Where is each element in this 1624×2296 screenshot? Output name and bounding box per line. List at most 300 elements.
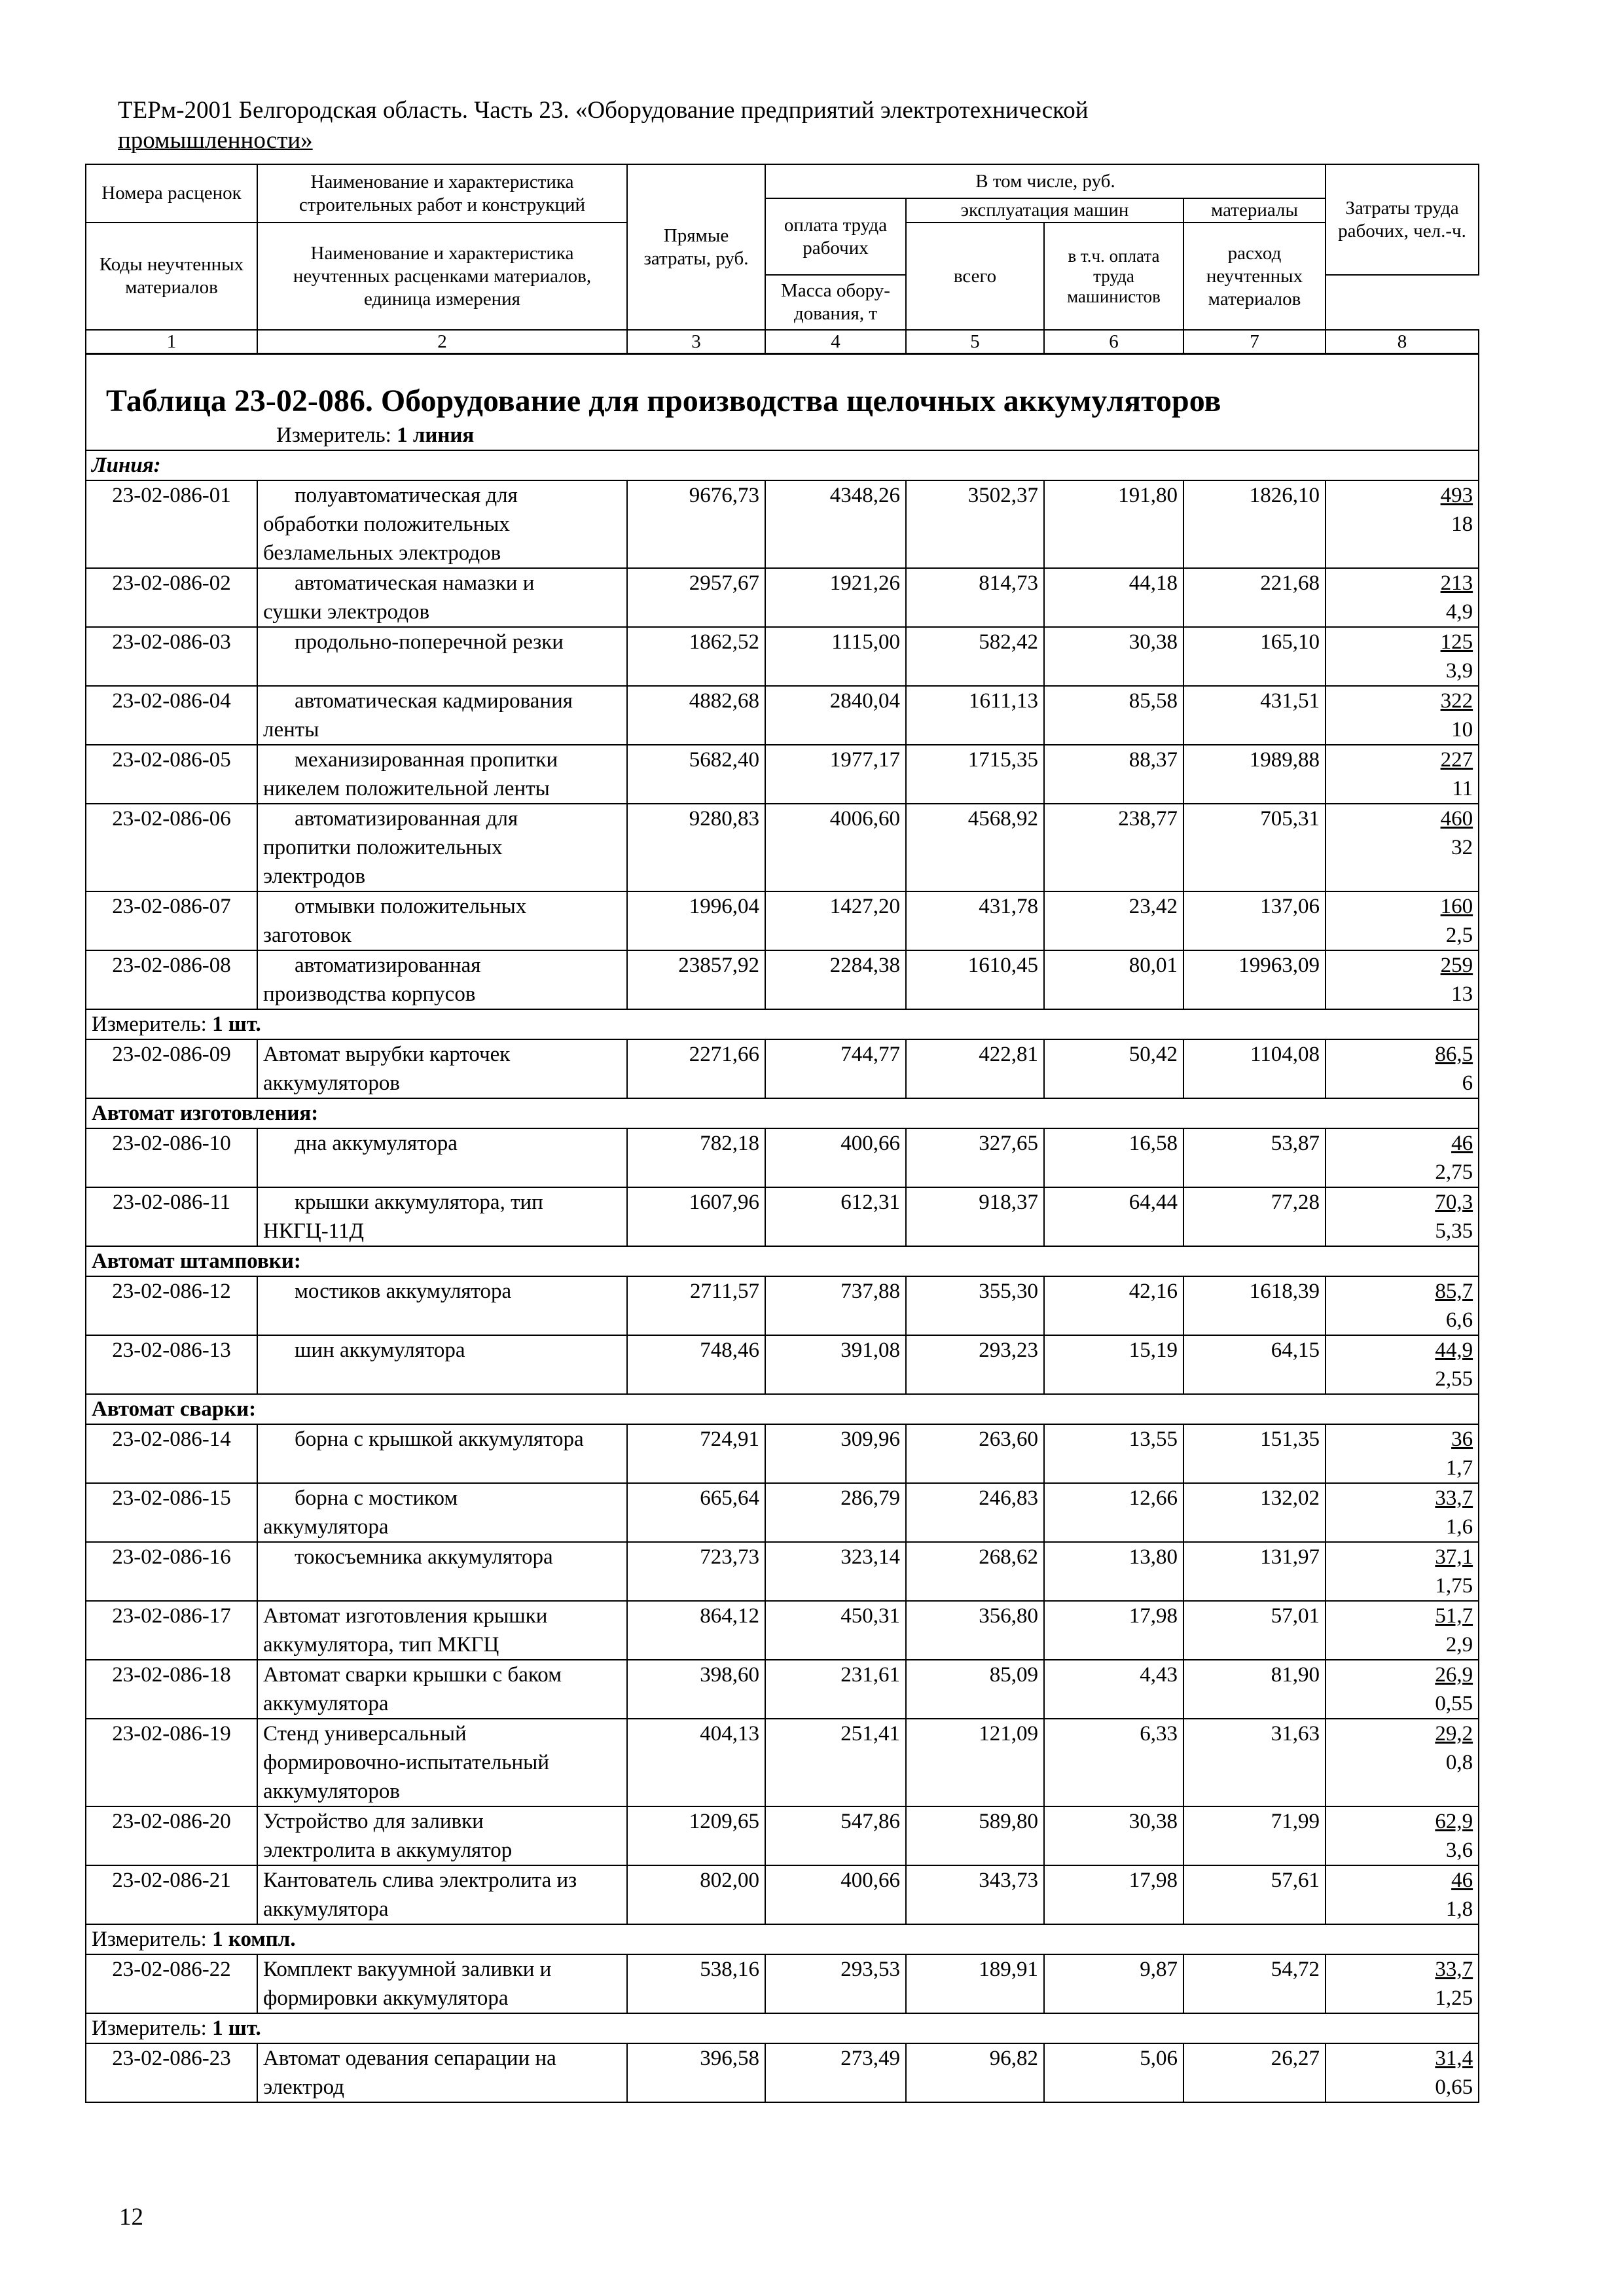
table-row (86, 1601, 1479, 1660)
work-name-line: формировки аккумулятора (263, 1986, 509, 2010)
value-direct: 2271,66 (627, 1039, 765, 1098)
value-materials: 26,27 (1183, 2043, 1326, 2102)
work-name (257, 1865, 627, 1924)
work-name-line: Стенд универсальный (263, 1722, 467, 1746)
value-materials: 132,02 (1183, 1483, 1326, 1542)
section-label-text: Автомат изготовления: (92, 1102, 319, 1125)
labor-and-mass (1326, 1128, 1479, 1187)
work-name (257, 745, 627, 804)
equipment-mass: 1,75 (1435, 1574, 1473, 1598)
rate-code: 23-02-086-19 (86, 1719, 257, 1806)
measure-label (86, 2013, 1479, 2043)
table-row (86, 891, 1479, 950)
value-direct: 748,46 (627, 1335, 765, 1394)
value-materials: 71,99 (1183, 1806, 1326, 1865)
value-machines: 268,62 (906, 1542, 1044, 1601)
labor-hours: 46 (1451, 1132, 1473, 1155)
value-materials: 1989,88 (1183, 745, 1326, 804)
work-name (257, 1424, 627, 1483)
labor-hours: 460 (1440, 807, 1473, 831)
work-name-line: борна с крышкой аккумулятора (295, 1427, 584, 1451)
rate-code: 23-02-086-17 (86, 1601, 257, 1660)
labor-and-mass (1326, 568, 1479, 627)
measure-prefix: Измеритель: (92, 2017, 213, 2040)
value-machines: 355,30 (906, 1276, 1044, 1335)
value-machines: 3502,37 (906, 480, 1044, 568)
work-name-line: аккумулятора (263, 1897, 389, 1921)
work-name-line: НКГЦ-11Д (263, 1219, 365, 1243)
value-machines: 343,73 (906, 1865, 1044, 1924)
rate-code: 23-02-086-18 (86, 1660, 257, 1719)
value-direct: 864,12 (627, 1601, 765, 1660)
rate-code: 23-02-086-10 (86, 1128, 257, 1187)
value-direct: 398,60 (627, 1660, 765, 1719)
value-direct: 396,58 (627, 2043, 765, 2102)
value-direct: 802,00 (627, 1865, 765, 1924)
work-name-line: мостиков аккумулятора (295, 1280, 512, 1303)
value-materials: 1104,08 (1183, 1039, 1326, 1098)
table-row (86, 2043, 1479, 2102)
value-direct: 724,91 (627, 1424, 765, 1483)
work-name-line: производства корпусов (263, 982, 476, 1006)
work-name (257, 1660, 627, 1719)
col-equipment-mass-header: Масса обору-дования, т (765, 275, 906, 330)
value-drivers: 17,98 (1044, 1865, 1183, 1924)
value-drivers: 6,33 (1044, 1719, 1183, 1806)
work-name-line: автоматическая кадмирования (295, 689, 573, 713)
value-labor: 286,79 (765, 1483, 906, 1542)
value-materials: 54,72 (1183, 1954, 1326, 2013)
work-name-line: механизированная пропитки (295, 748, 558, 772)
work-name (257, 1954, 627, 2013)
value-materials: 165,10 (1183, 627, 1326, 686)
labor-hours: 44,9 (1435, 1338, 1473, 1362)
measure-value: 1 линия (397, 423, 475, 447)
rate-code: 23-02-086-15 (86, 1483, 257, 1542)
equipment-mass: 1,7 (1445, 1456, 1473, 1480)
value-direct: 1209,65 (627, 1806, 765, 1865)
rate-code: 23-02-086-16 (86, 1542, 257, 1601)
value-labor: 1921,26 (765, 568, 906, 627)
labor-hours: 493 (1440, 484, 1473, 507)
labor-and-mass (1326, 1660, 1479, 1719)
col-direct-costs-header: Прямые затраты, руб. (627, 164, 765, 330)
measure-row (86, 1924, 1479, 1954)
value-labor: 737,88 (765, 1276, 906, 1335)
value-labor: 1115,00 (765, 627, 906, 686)
value-labor: 1977,17 (765, 745, 906, 804)
work-name (257, 1039, 627, 1098)
value-materials: 431,51 (1183, 686, 1326, 745)
value-machines: 4568,92 (906, 804, 1044, 891)
table-row (86, 1128, 1479, 1187)
value-materials: 1826,10 (1183, 480, 1326, 568)
value-direct: 665,64 (627, 1483, 765, 1542)
value-direct: 23857,92 (627, 950, 765, 1009)
labor-hours: 86,5 (1435, 1043, 1473, 1066)
work-name (257, 1128, 627, 1187)
table-row (86, 1187, 1479, 1246)
labor-hours: 26,9 (1435, 1663, 1473, 1687)
value-drivers: 16,58 (1044, 1128, 1183, 1187)
labor-and-mass (1326, 627, 1479, 686)
work-name-line: формировочно-испытательный (263, 1751, 550, 1774)
table-title: Таблица 23-02-086. Оборудование для производства щелочных аккумуляторов (106, 384, 1221, 418)
section-label (86, 450, 1479, 480)
table-row (86, 1865, 1479, 1924)
section-label (86, 1246, 1479, 1276)
work-name (257, 1335, 627, 1394)
measure-value: 1 компл. (212, 1928, 296, 1951)
materials-header: материалы (1183, 198, 1326, 223)
header-line-2: промышленности» (118, 127, 313, 154)
value-machines: 431,78 (906, 891, 1044, 950)
equipment-mass: 2,9 (1445, 1633, 1473, 1657)
value-direct: 2711,57 (627, 1276, 765, 1335)
measure-label (86, 1009, 1479, 1039)
column-number-4: 4 (765, 330, 906, 354)
work-name (257, 686, 627, 745)
col-rate-number-header: Номера расценок (86, 164, 257, 223)
value-drivers: 64,44 (1044, 1187, 1183, 1246)
value-direct: 1862,52 (627, 627, 765, 686)
table-row (86, 686, 1479, 745)
labor-and-mass (1326, 2043, 1479, 2102)
value-drivers: 15,19 (1044, 1335, 1183, 1394)
rate-code: 23-02-086-22 (86, 1954, 257, 2013)
value-labor: 1427,20 (765, 891, 906, 950)
column-number-6: 6 (1044, 330, 1183, 354)
rate-code: 23-02-086-01 (86, 480, 257, 568)
rate-code: 23-02-086-05 (86, 745, 257, 804)
value-labor: 273,49 (765, 2043, 906, 2102)
work-name (257, 891, 627, 950)
table-measure (92, 421, 1473, 450)
value-materials: 53,87 (1183, 1128, 1326, 1187)
value-drivers: 85,58 (1044, 686, 1183, 745)
work-name-line: электродов (263, 865, 366, 888)
equipment-mass: 3,6 (1445, 1839, 1473, 1862)
table-row (86, 1483, 1479, 1542)
machines-header: эксплуатация машин (906, 198, 1183, 223)
work-name-line: сушки электродов (263, 600, 430, 624)
rate-code: 23-02-086-20 (86, 1806, 257, 1865)
rate-code: 23-02-086-14 (86, 1424, 257, 1483)
section-row (86, 1098, 1479, 1128)
value-direct: 1996,04 (627, 891, 765, 950)
work-name-line: Устройство для заливки (263, 1810, 484, 1833)
value-direct: 1607,96 (627, 1187, 765, 1246)
column-number-2: 2 (257, 330, 627, 354)
col-material-codes-header: Коды неучтенных материалов (86, 223, 257, 330)
equipment-mass: 1,6 (1445, 1515, 1473, 1539)
value-machines: 356,80 (906, 1601, 1044, 1660)
equipment-mass: 2,75 (1435, 1160, 1473, 1184)
value-labor: 391,08 (765, 1335, 906, 1394)
labor-and-mass (1326, 950, 1479, 1009)
work-name (257, 950, 627, 1009)
column-number-8: 8 (1326, 330, 1479, 354)
rates-table (85, 353, 1479, 2103)
work-name-line: Кантователь слива электролита из (263, 1869, 577, 1892)
work-name-line: токосъемника аккумулятора (295, 1545, 553, 1569)
value-materials: 705,31 (1183, 804, 1326, 891)
labor-hours: 70,3 (1435, 1191, 1473, 1214)
rate-code: 23-02-086-04 (86, 686, 257, 745)
labor-and-mass (1326, 1483, 1479, 1542)
column-number-5: 5 (906, 330, 1044, 354)
equipment-mass: 6,6 (1445, 1308, 1473, 1332)
work-name-line: Автомат сварки крышки с баком (263, 1663, 562, 1687)
header-line-1: ТЕРм-2001 Белгородская область. Часть 23. «Оборудование предприятий электротехнической (118, 97, 1089, 124)
measure-value: 1 шт. (212, 1013, 261, 1036)
section-row (86, 1246, 1479, 1276)
value-labor: 293,53 (765, 1954, 906, 2013)
measure-prefix: Измеритель: (92, 1928, 213, 1951)
value-materials: 151,35 (1183, 1424, 1326, 1483)
col-driver-wages-header: в т.ч. оплата труда машинистов (1044, 223, 1183, 330)
table-row (86, 950, 1479, 1009)
col-work-name-header: Наименование и характеристика строительных работ и конструкций (257, 164, 627, 223)
value-drivers: 13,55 (1044, 1424, 1183, 1483)
measure-prefix: Измеритель: (276, 423, 397, 447)
value-machines: 1611,13 (906, 686, 1044, 745)
section-label (86, 1394, 1479, 1424)
work-name (257, 1276, 627, 1335)
value-machines: 293,23 (906, 1335, 1044, 1394)
rate-code: 23-02-086-03 (86, 627, 257, 686)
work-name-line: заготовок (263, 924, 352, 947)
labor-hours: 31,4 (1435, 2047, 1473, 2070)
work-name (257, 1542, 627, 1601)
work-name (257, 568, 627, 627)
table-row (86, 1335, 1479, 1394)
section-row (86, 450, 1479, 480)
labor-hours: 51,7 (1435, 1604, 1473, 1628)
work-name-line: пропитки положительных (263, 836, 503, 859)
value-labor: 231,61 (765, 1660, 906, 1719)
value-machines: 814,73 (906, 568, 1044, 627)
equipment-mass: 2,55 (1435, 1367, 1473, 1391)
work-name-line: аккумуляторов (263, 1780, 400, 1803)
value-direct: 723,73 (627, 1542, 765, 1601)
labor-and-mass (1326, 745, 1479, 804)
value-labor: 547,86 (765, 1806, 906, 1865)
table-row (86, 1954, 1479, 2013)
work-name-line: дна аккумулятора (295, 1132, 458, 1155)
value-labor: 251,41 (765, 1719, 906, 1806)
work-name-line: аккумулятора (263, 1515, 389, 1539)
work-name-line: борна с мостиком (295, 1486, 458, 1510)
section-label-text: Автомат сварки: (92, 1397, 257, 1421)
value-drivers: 50,42 (1044, 1039, 1183, 1098)
labor-and-mass (1326, 1806, 1479, 1865)
work-name-line: аккумуляторов (263, 1071, 400, 1095)
col-machines-total-header: всего (906, 223, 1044, 330)
rate-code: 23-02-086-08 (86, 950, 257, 1009)
value-drivers: 9,87 (1044, 1954, 1183, 2013)
labor-hours: 62,9 (1435, 1810, 1473, 1833)
value-labor: 309,96 (765, 1424, 906, 1483)
value-materials: 64,15 (1183, 1335, 1326, 1394)
col-labor-wages-header: оплата труда рабочих (765, 198, 906, 275)
work-name-line: Комплект вакуумной заливки и (263, 1958, 552, 1981)
section-row (86, 1394, 1479, 1424)
work-name-line: автоматизированная для (295, 807, 518, 831)
value-labor: 612,31 (765, 1187, 906, 1246)
work-name-line: Автомат одевания сепарации на (263, 2047, 556, 2070)
value-machines: 96,82 (906, 2043, 1044, 2102)
work-name-line: электрод (263, 2075, 344, 2099)
labor-hours: 160 (1440, 895, 1473, 918)
value-labor: 4348,26 (765, 480, 906, 568)
value-drivers: 5,06 (1044, 2043, 1183, 2102)
work-name-line: аккумулятора (263, 1692, 389, 1715)
value-drivers: 13,80 (1044, 1542, 1183, 1601)
value-materials: 131,97 (1183, 1542, 1326, 1601)
labor-hours: 29,2 (1435, 1722, 1473, 1746)
value-labor: 323,14 (765, 1542, 906, 1601)
value-materials: 1618,39 (1183, 1276, 1326, 1335)
equipment-mass: 0,55 (1435, 1692, 1473, 1715)
rate-code: 23-02-086-06 (86, 804, 257, 891)
value-machines: 121,09 (906, 1719, 1044, 1806)
labor-and-mass (1326, 1719, 1479, 1806)
equipment-mass: 3,9 (1445, 659, 1473, 683)
table-row (86, 627, 1479, 686)
value-machines: 189,91 (906, 1954, 1044, 2013)
value-materials: 81,90 (1183, 1660, 1326, 1719)
value-materials: 19963,09 (1183, 950, 1326, 1009)
value-materials: 31,63 (1183, 1719, 1326, 1806)
labor-hours: 227 (1440, 748, 1473, 772)
measure-row (86, 2013, 1479, 2043)
labor-hours: 33,7 (1435, 1958, 1473, 1981)
value-machines: 85,09 (906, 1660, 1044, 1719)
value-machines: 1715,35 (906, 745, 1044, 804)
rate-code: 23-02-086-07 (86, 891, 257, 950)
labor-hours: 85,7 (1435, 1280, 1473, 1303)
value-drivers: 88,37 (1044, 745, 1183, 804)
value-direct: 538,16 (627, 1954, 765, 2013)
measure-value: 1 шт. (212, 2017, 261, 2040)
rate-code: 23-02-086-02 (86, 568, 257, 627)
equipment-mass: 0,8 (1445, 1751, 1473, 1774)
value-materials: 77,28 (1183, 1187, 1326, 1246)
value-labor: 2284,38 (765, 950, 906, 1009)
labor-and-mass (1326, 686, 1479, 745)
section-label-text: Автомат штамповки: (92, 1249, 301, 1273)
measure-row (86, 1009, 1479, 1039)
rate-code: 23-02-086-11 (86, 1187, 257, 1246)
labor-and-mass (1326, 804, 1479, 891)
value-machines: 582,42 (906, 627, 1044, 686)
value-direct: 782,18 (627, 1128, 765, 1187)
value-materials: 57,61 (1183, 1865, 1326, 1924)
work-name-line: аккумулятора, тип МКГЦ (263, 1633, 499, 1657)
value-machines: 1610,45 (906, 950, 1044, 1009)
table-row (86, 1806, 1479, 1865)
value-drivers: 12,66 (1044, 1483, 1183, 1542)
work-name (257, 1719, 627, 1806)
equipment-mass: 0,65 (1435, 2075, 1473, 2099)
section-label (86, 1098, 1479, 1128)
rate-code: 23-02-086-23 (86, 2043, 257, 2102)
work-name-line: Автомат вырубки карточек (263, 1043, 511, 1066)
section-label-text: Линия: (92, 454, 161, 477)
labor-hours: 125 (1440, 630, 1473, 654)
value-labor: 400,66 (765, 1128, 906, 1187)
labor-and-mass (1326, 1039, 1479, 1098)
value-labor: 744,77 (765, 1039, 906, 1098)
column-number-7: 7 (1183, 330, 1326, 354)
table-row (86, 1660, 1479, 1719)
rate-code: 23-02-086-12 (86, 1276, 257, 1335)
work-name (257, 1806, 627, 1865)
value-direct: 5682,40 (627, 745, 765, 804)
value-direct: 2957,67 (627, 568, 765, 627)
work-name-line: электролита в аккумулятор (263, 1839, 513, 1862)
value-labor: 4006,60 (765, 804, 906, 891)
value-drivers: 30,38 (1044, 627, 1183, 686)
value-labor: 450,31 (765, 1601, 906, 1660)
equipment-mass: 1,25 (1435, 1986, 1473, 2010)
equipment-mass: 11 (1452, 777, 1473, 800)
labor-and-mass (1326, 891, 1479, 950)
value-drivers: 23,42 (1044, 891, 1183, 950)
table-row (86, 1719, 1479, 1806)
value-machines: 246,83 (906, 1483, 1044, 1542)
labor-hours: 213 (1440, 571, 1473, 595)
equipment-mass: 2,5 (1445, 924, 1473, 947)
labor-hours: 46 (1451, 1869, 1473, 1892)
value-drivers: 42,16 (1044, 1276, 1183, 1335)
table-row (86, 1542, 1479, 1601)
work-name-line: ленты (263, 718, 319, 742)
work-name-line: безламельных электродов (263, 541, 501, 565)
table-row (86, 568, 1479, 627)
col-labor-hours-header: Затраты труда рабочих, чел.-ч. (1326, 164, 1479, 275)
value-drivers: 30,38 (1044, 1806, 1183, 1865)
value-drivers: 4,43 (1044, 1660, 1183, 1719)
work-name-line: автоматизированная (295, 954, 481, 977)
table-row (86, 1276, 1479, 1335)
page-number: 12 (119, 2204, 143, 2231)
col-materials-consumption-header: расход неучтенных материалов (1183, 223, 1326, 330)
work-name (257, 2043, 627, 2102)
value-materials: 57,01 (1183, 1601, 1326, 1660)
labor-hours: 37,1 (1435, 1545, 1473, 1569)
table-row (86, 745, 1479, 804)
measure-label (86, 1924, 1479, 1954)
labor-and-mass (1326, 1335, 1479, 1394)
value-drivers: 44,18 (1044, 568, 1183, 627)
labor-hours: 259 (1440, 954, 1473, 977)
labor-hours: 322 (1440, 689, 1473, 713)
work-name-line: полуавтоматическая для (295, 484, 518, 507)
work-name-line: отмывки положительных (295, 895, 527, 918)
col-material-name-header: Наименование и характеристика неучтенных расценками материалов, единица измерения (257, 223, 627, 330)
table-row (86, 480, 1479, 568)
labor-and-mass (1326, 1601, 1479, 1660)
equipment-mass: 32 (1451, 836, 1473, 859)
work-name-line: автоматическая намазки и (295, 571, 535, 595)
value-machines: 327,65 (906, 1128, 1044, 1187)
equipment-mass: 6 (1462, 1071, 1473, 1095)
work-name-line: никелем положительной ленты (263, 777, 550, 800)
work-name (257, 480, 627, 568)
labor-and-mass (1326, 1865, 1479, 1924)
